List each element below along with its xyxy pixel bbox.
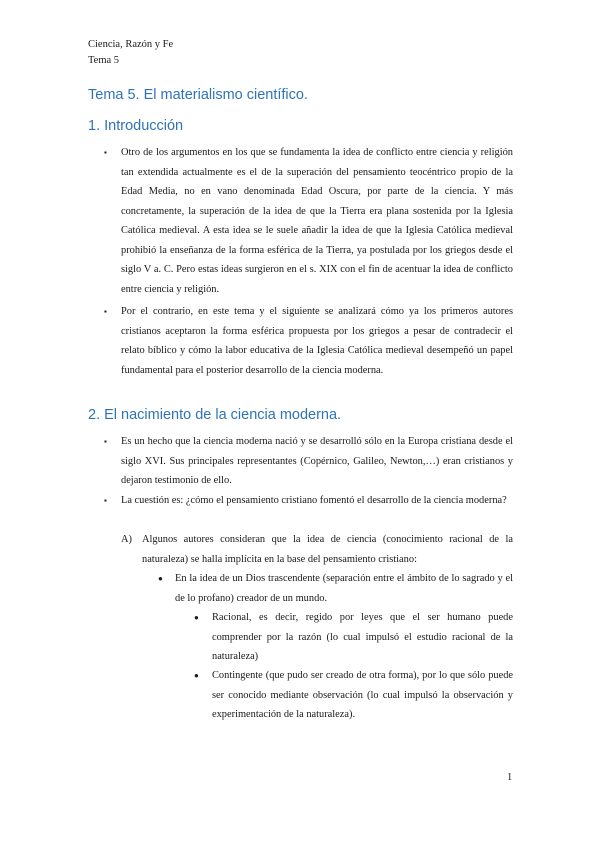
section2-paragraph-1: Es un hecho que la ciencia moderna nació y se desarrolló sólo en la Europa cristiana desde el siglo XVI. Sus principales representantes (Copérnico, Galileo, Newton,…) eran cristianos y dejaron testimonio de ello. [121, 436, 513, 486]
sub-sub-bullet-text-2: Contingente (que pudo ser creado de otra forma), por lo que sólo puede ser conocido mediante observación (lo cual impulsó la observación y experimentación de la naturaleza). [212, 670, 513, 720]
bullet-icon: ▪ [104, 307, 107, 316]
bullet-icon: ▪ [104, 496, 107, 505]
list-marker-a: A) [121, 534, 132, 545]
round-bullet-icon: ● [194, 671, 199, 680]
round-bullet-icon: ● [194, 613, 199, 622]
bullet-icon: ▪ [104, 148, 107, 157]
intro-paragraph-1: Otro de los argumentos en los que se fundamenta la idea de conflicto entre ciencia y religión tan extendida actualmente es el de la superación del pensamiento teocéntrico propio de la Edad Media, no en vano denominada Edad Oscura, por parte de la ciencia. Y más concretamente, la superación de la idea de que la Tierra era plana sostenida por la Iglesia Católica medieval. A esta idea se le suele añadir la idea de que la Iglesia Católica medieval prohibió la enseñanza de la forma esférica de la Tierra, ya postulada por los griegos desde el siglo V a. C. Pero estas ideas surgieron en el s. XIX con el fin de acentuar la idea de conflicto entre ciencia y religión. [121, 147, 513, 295]
section2-paragraph-2: La cuestión es: ¿cómo el pensamiento cristiano fomentó el desarrollo de la ciencia moderna? [121, 495, 507, 506]
section-heading-nacimiento: 2. El nacimiento de la ciencia moderna. [88, 407, 342, 423]
page-number: 1 [507, 772, 513, 783]
document-title: Tema 5. El materialismo científico. [88, 87, 308, 103]
section-heading-introduccion: 1. Introducción [88, 118, 184, 134]
sub-sub-bullet-text-1: Racional, es decir, regido por leyes que el ser humano puede comprender por la razón (lo cual impulsó el estudio racional de la naturaleza) [212, 612, 513, 662]
header-course: Ciencia, Razón y Fe [88, 39, 174, 50]
header-unit: Tema 5 [88, 55, 120, 66]
bullet-icon: ▪ [104, 437, 107, 446]
item-a-text: Algunos autores consideran que la idea de ciencia (conocimiento racional de la naturaleza) se halla implícita en la base del pensamiento cristiano: [142, 534, 513, 565]
sub-bullet-text: En la idea de un Dios trascendente (separación entre el ámbito de lo sagrado y el de lo profano) creador de un mundo. [175, 573, 513, 604]
page-header [88, 37, 173, 69]
intro-paragraph-2: Por el contrario, en este tema y el siguiente se analizará cómo ya los primeros autores cristianos aceptaron la forma esférica propuesta por los griegos a pesar de contradecir el relato bíblico y cómo la labor educativa de la Iglesia Católica medieval desempeñó un papel fundamental para el posterior desarrollo de la ciencia moderna. [121, 306, 513, 376]
round-bullet-icon: ● [158, 574, 163, 583]
